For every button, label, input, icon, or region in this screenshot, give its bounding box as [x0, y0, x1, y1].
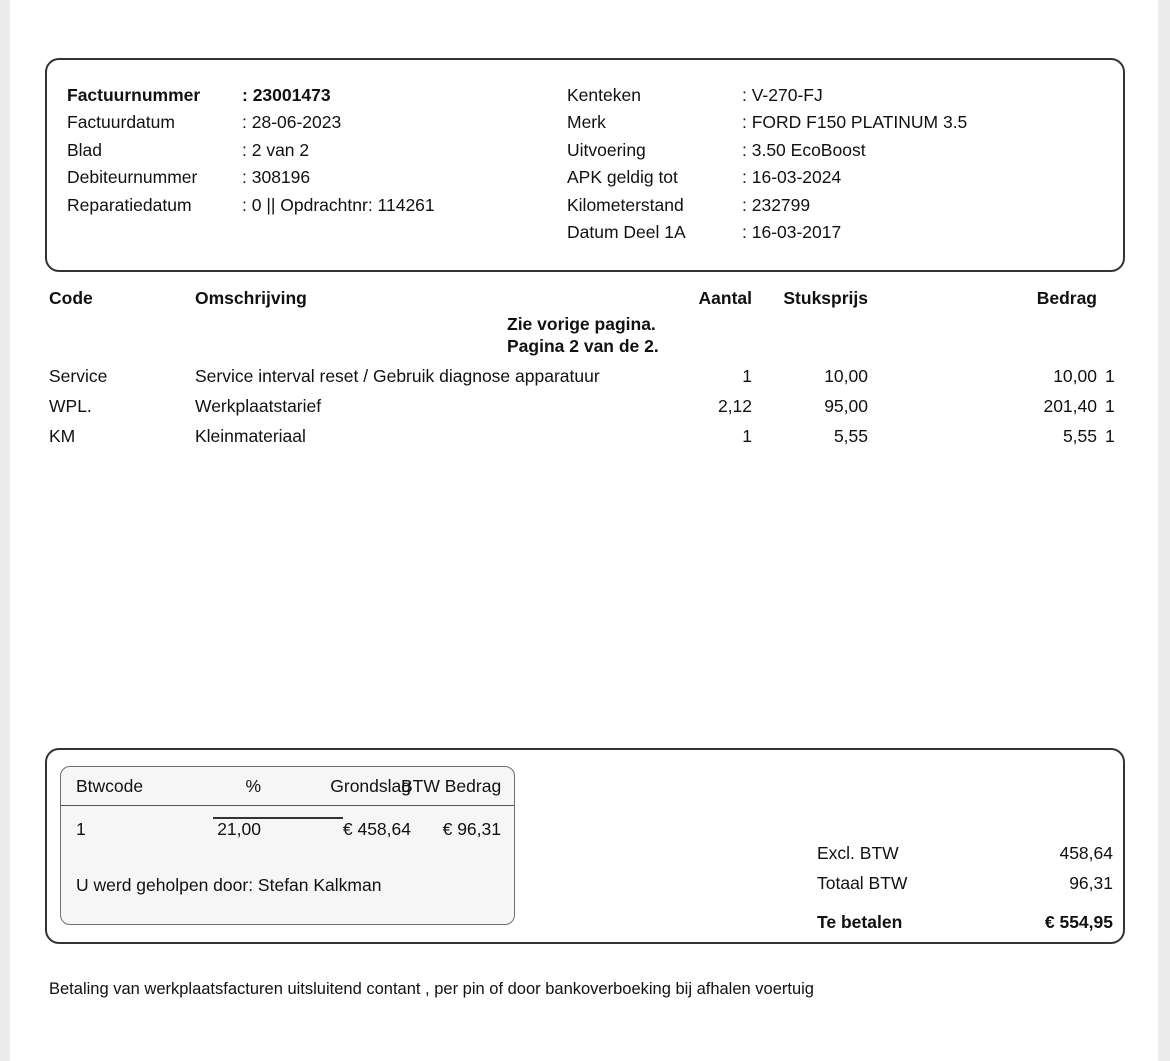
row-description: Werkplaatstarief [195, 396, 322, 416]
label-reparatiedatum: Reparatiedatum [67, 194, 192, 215]
value-te-betalen: € 554,95 [1044, 912, 1113, 932]
label-kenteken: Kenteken [567, 85, 641, 105]
value-uitvoering: : 3.50 EcoBoost [742, 139, 866, 160]
label-totaal-btw: Totaal BTW [817, 873, 908, 893]
value-factuurdatum: : 28-06-2023 [242, 112, 342, 133]
total-row-totaal-btw [817, 868, 1113, 898]
label-factuurdatum: Factuurdatum [67, 112, 175, 133]
label-uitvoering: Uitvoering [567, 139, 646, 160]
vat-column-header-btwcode: Btwcode [76, 776, 144, 796]
row-vat-code: 1 [1105, 396, 1115, 416]
vat-table-header-row [61, 767, 514, 806]
value-kilometerstand: : 232799 [742, 194, 811, 215]
column-header-code: Code [49, 288, 93, 308]
label-merk: Merk [567, 112, 606, 133]
info-row-apk-geldig-tot [567, 164, 967, 191]
invoice-details-column [67, 82, 435, 219]
label-apk-geldig-tot: APK geldig tot [567, 167, 678, 188]
value-debiteurnummer: : 308196 [242, 167, 311, 188]
row-code: Service [49, 366, 108, 386]
row-code: KM [49, 426, 76, 446]
label-blad: Blad [67, 139, 103, 160]
value-kenteken: : V-270-FJ [742, 85, 823, 105]
info-row-debiteurnummer [67, 164, 435, 191]
service-advisor-text: U werd geholpen door: Stefan Kalkman [76, 875, 382, 895]
value-reparatiedatum: : 0 || Opdrachtnr: 114261 [242, 194, 435, 215]
value-factuurnummer: : 23001473 [242, 85, 331, 105]
totals-section [817, 838, 1113, 937]
label-datum-deel-1a: Datum Deel 1A [567, 221, 686, 242]
info-row-reparatiedatum [67, 192, 435, 219]
invoice-page [10, 0, 1158, 1061]
vat-row-amount: € 96,31 [442, 819, 501, 839]
vat-table-row [61, 806, 514, 862]
row-unit-price: 5,55 [833, 426, 868, 446]
label-debiteurnummer: Debiteurnummer [67, 167, 198, 188]
vat-column-header-grondslag: Grondslag [330, 776, 411, 796]
column-header-bedrag: Bedrag [1036, 288, 1097, 308]
info-row-merk [567, 109, 967, 136]
row-unit-price: 10,00 [824, 366, 868, 386]
label-excl-btw: Excl. BTW [817, 843, 899, 863]
row-description: Service interval reset / Gebruik diagnose apparatuur [195, 366, 600, 386]
column-header-omschrijving: Omschrijving [195, 288, 307, 308]
row-quantity: 1 [742, 366, 752, 386]
vat-column-header-btw-bedrag: BTW Bedrag [401, 776, 502, 796]
label-te-betalen: Te betalen [817, 912, 903, 932]
invoice-summary-box [45, 748, 1125, 944]
table-row [10, 423, 1158, 450]
label-factuurnummer: Factuurnummer [67, 85, 201, 105]
totals-divider-line [213, 817, 343, 819]
row-amount: 201,40 [1043, 396, 1097, 416]
table-row [10, 363, 1158, 390]
continuation-note-line-1: Zie vorige pagina. [507, 314, 656, 334]
value-totaal-btw: 96,31 [1069, 873, 1113, 893]
vat-row-base: € 458,64 [342, 819, 411, 839]
row-quantity: 1 [742, 426, 752, 446]
row-amount: 10,00 [1053, 366, 1097, 386]
value-excl-btw: 458,64 [1059, 843, 1113, 863]
label-kilometerstand: Kilometerstand [567, 194, 684, 215]
line-items-table [10, 285, 1158, 450]
info-row-factuurdatum [67, 109, 435, 136]
row-amount: 5,55 [1062, 426, 1097, 446]
vat-column-header-percent: % [245, 776, 261, 796]
value-merk: : FORD F150 PLATINUM 3.5 [742, 112, 968, 133]
vehicle-details-column [567, 82, 967, 246]
table-row [10, 393, 1158, 420]
info-row-kilometerstand [567, 192, 967, 219]
vat-row-code: 1 [76, 819, 86, 839]
vehicle-invoice-info-box [45, 58, 1125, 272]
info-row-uitvoering [567, 137, 967, 164]
info-row-factuurnummer [67, 82, 435, 109]
continuation-note-line-2: Pagina 2 van de 2. [507, 336, 659, 356]
total-row-te-betalen [817, 907, 1113, 937]
table-header-row [10, 285, 1158, 312]
row-code: WPL. [49, 396, 92, 416]
row-vat-code: 1 [1105, 366, 1115, 386]
row-description: Kleinmateriaal [195, 426, 306, 446]
info-row-kenteken [567, 82, 967, 109]
value-apk-geldig-tot: : 16-03-2024 [742, 167, 842, 188]
row-vat-code: 1 [1105, 426, 1115, 446]
column-header-stuksprijs: Stuksprijs [783, 288, 868, 308]
total-row-excl-btw [817, 838, 1113, 868]
column-header-aantal: Aantal [698, 288, 752, 308]
value-datum-deel-1a: : 16-03-2017 [742, 221, 842, 242]
continuation-note [507, 313, 659, 357]
row-quantity: 2,12 [717, 396, 752, 416]
info-row-blad [67, 137, 435, 164]
info-row-datum-deel-1a [567, 219, 967, 246]
vat-row-percent: 21,00 [217, 819, 261, 839]
value-blad: : 2 van 2 [242, 139, 310, 160]
row-unit-price: 95,00 [824, 396, 868, 416]
payment-terms-note: Betaling van werkplaatsfacturen uitsluitend contant , per pin of door bankoverboeking bij afhalen voertuig [49, 980, 814, 998]
vat-breakdown-box [60, 766, 515, 925]
